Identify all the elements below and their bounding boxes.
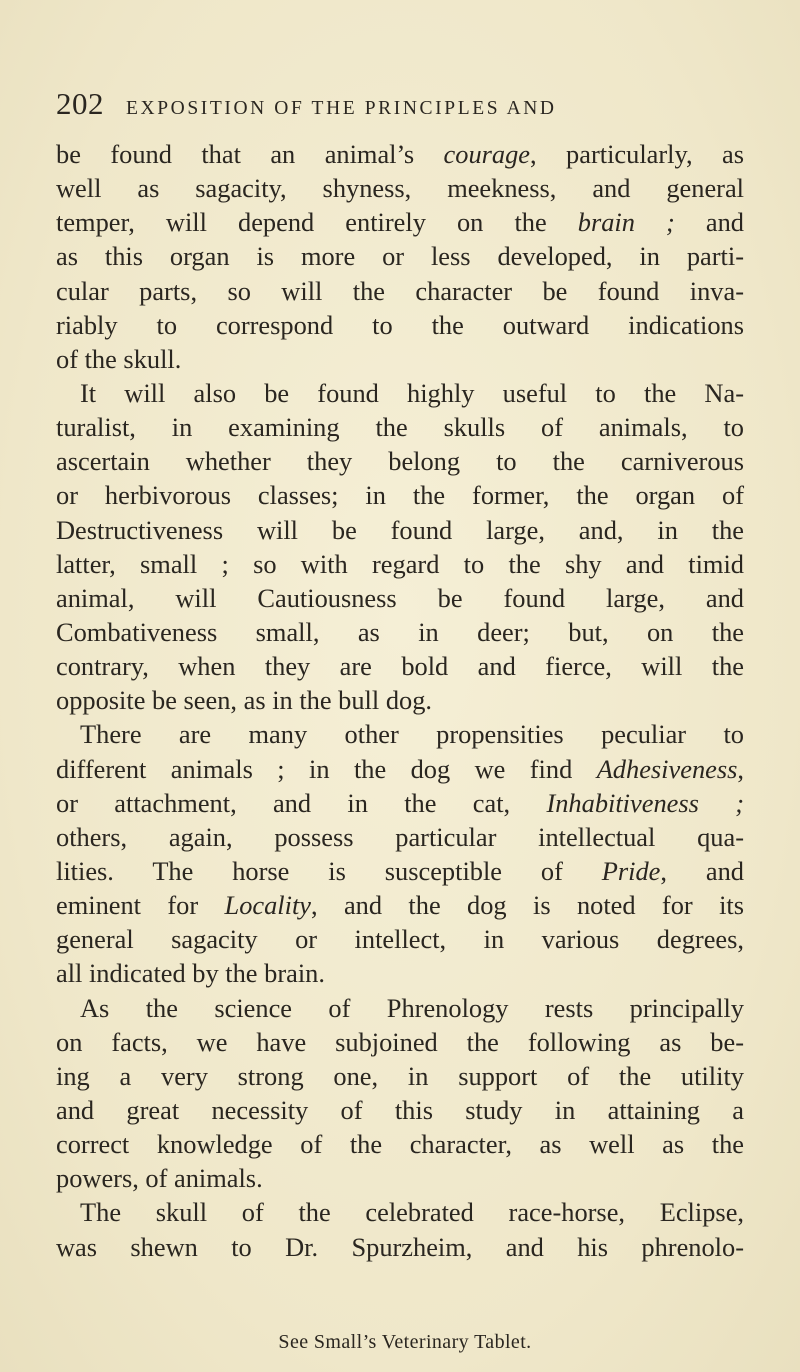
text-run: opposite be seen, as in the bull dog.: [56, 685, 433, 716]
text-line: [56, 581, 744, 615]
text-run: as this organ is more or less developed, in parti-: [56, 241, 744, 272]
text-line: [56, 683, 744, 717]
text-run: and great necessity of this study in attaining a: [56, 1094, 744, 1125]
text-line: [56, 444, 744, 478]
text-line: [56, 274, 744, 308]
text-line: [56, 752, 744, 786]
text-run: cular parts, so will the character be found inva-: [56, 275, 744, 306]
text-line: [56, 1195, 744, 1229]
text-line: [56, 1230, 744, 1264]
text-run: different animals ; in the dog we find: [56, 753, 597, 784]
text-line: [56, 308, 744, 342]
text-line: [56, 410, 744, 444]
text-run: As the science of Phrenology rests principally: [80, 992, 744, 1023]
text-line: [56, 342, 744, 376]
signature-line: See Small’s Veterinary Tablet.: [278, 1331, 532, 1353]
text-line: [56, 717, 744, 751]
text-run: turalist, in examining the skulls of animals, to: [56, 412, 744, 443]
text-run: correct knowledge of the character, as well as the: [56, 1129, 744, 1160]
text-line: [56, 205, 744, 239]
text-run: , and: [660, 855, 744, 886]
text-line: [56, 513, 744, 547]
text-run: riably to correspond to the outward indications: [56, 309, 744, 340]
text-line: [56, 854, 744, 888]
text-line: [56, 376, 744, 410]
text-run: be found that an animal’s: [56, 139, 444, 169]
italic-term: Inhabitiveness ;: [546, 787, 744, 818]
text-line: [56, 1025, 744, 1059]
text-line: [56, 786, 744, 820]
text-run: contrary, when they are bold and fierce, will the: [56, 651, 744, 682]
text-run: general sagacity or intellect, in various degrees,: [56, 924, 744, 955]
text-line: [56, 956, 744, 990]
italic-term: Locality: [224, 890, 312, 921]
text-line: [56, 649, 744, 683]
text-run: animal, will Cautiousness be found large, and: [56, 582, 744, 613]
italic-term: brain ;: [577, 207, 675, 238]
text-line: [56, 1059, 744, 1093]
text-run: lities. The horse is susceptible of: [56, 855, 602, 886]
text-line: [56, 922, 744, 956]
text-run: The skull of the celebrated race-horse, Eclipse,: [80, 1197, 744, 1228]
text-line: [56, 1161, 744, 1195]
text-line: [56, 547, 744, 581]
text-run: ing a very strong one, in support of the utility: [56, 1060, 744, 1091]
text-run: of the skull.: [56, 343, 182, 374]
italic-term: Pride: [601, 855, 661, 886]
text-line: [56, 1127, 744, 1161]
text-run: ascertain whether they belong to the carniverous: [56, 446, 744, 477]
text-run: Combativeness small, as in deer; but, on the: [56, 616, 744, 647]
text-line: [56, 239, 744, 273]
text-run: latter, small ; so with regard to the shy and timid: [56, 548, 744, 579]
text-run: others, again, possess particular intellectual qua-: [56, 821, 744, 852]
text-run: eminent for: [56, 890, 225, 921]
text-run: , and the dog is noted for its: [311, 890, 745, 921]
text-line: [56, 888, 744, 922]
running-title: EXPOSITION OF THE PRINCIPLES AND: [126, 98, 557, 119]
body-text: [56, 137, 744, 1264]
text-run: ,: [737, 753, 744, 784]
text-run: Destructiveness will be found large, and, in the: [56, 514, 744, 545]
text-line: [56, 820, 744, 854]
text-run: There are many other propensities peculiar to: [80, 719, 744, 750]
text-run: all indicated by the brain.: [56, 958, 325, 989]
page-number: 202: [56, 86, 104, 121]
text-run: was shewn to Dr. Spurzheim, and his phrenolo-: [56, 1231, 744, 1262]
italic-term: courage: [443, 139, 531, 169]
text-line: [56, 171, 744, 205]
text-run: , particularly, as: [530, 139, 744, 169]
text-run: or herbivorous classes; in the former, the organ of: [56, 480, 744, 511]
text-run: temper, will depend entirely on the: [56, 207, 578, 238]
text-line: [56, 615, 744, 649]
text-run: well as sagacity, shyness, meekness, and general: [56, 173, 744, 204]
text-line: [56, 1093, 744, 1127]
text-line: [56, 137, 744, 171]
running-head: [56, 86, 756, 126]
text-run: and: [674, 207, 745, 238]
text-line: [56, 991, 744, 1025]
text-run: powers, of animals.: [56, 1163, 263, 1194]
text-line: [56, 478, 744, 512]
text-run: or attachment, and in the cat,: [56, 787, 547, 818]
text-run: It will also be found highly useful to the Na-: [80, 377, 744, 408]
text-run: on facts, we have subjoined the following as be-: [56, 1026, 744, 1057]
italic-term: Adhesiveness: [596, 753, 738, 784]
